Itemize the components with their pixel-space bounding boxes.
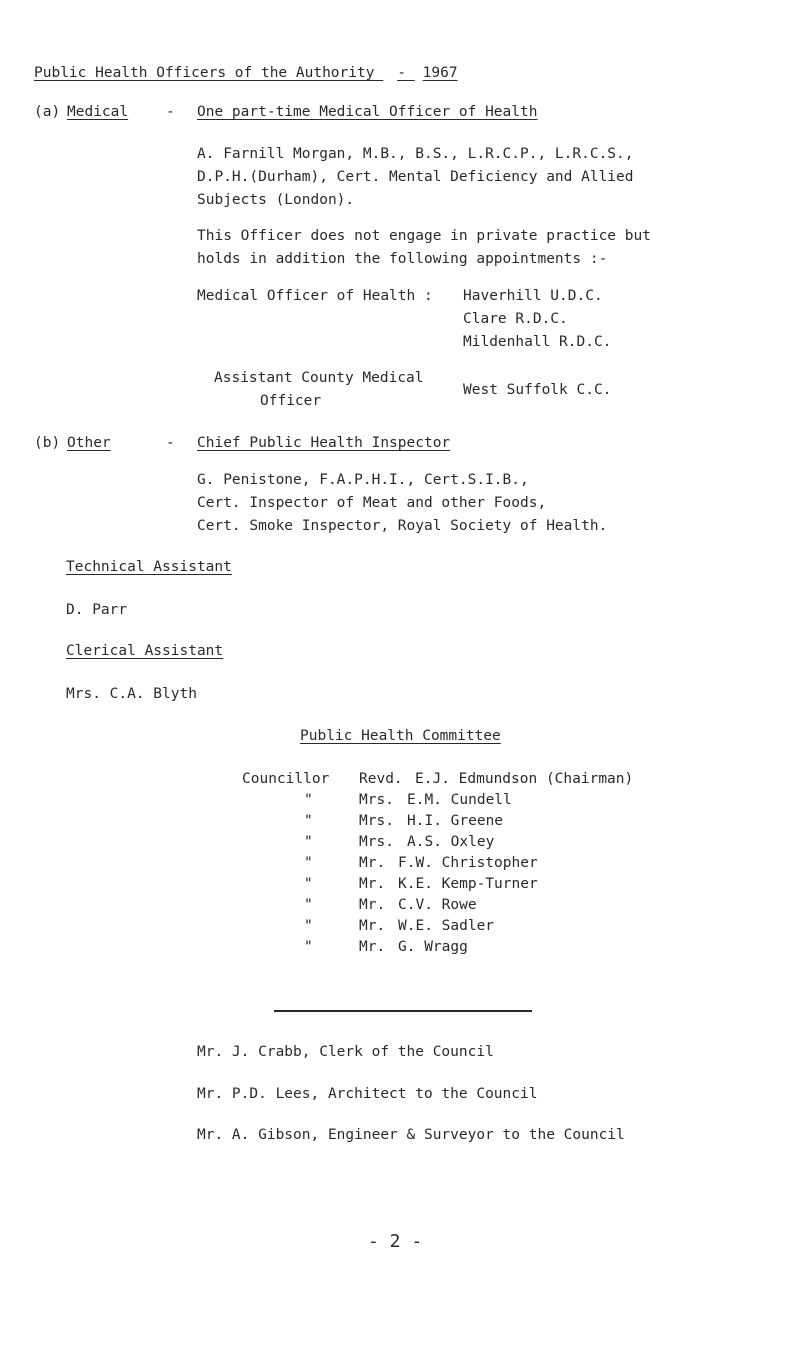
moh-note-line-2: holds in addition the following appointments :- [197,251,608,267]
ditto-mark: " [304,855,313,871]
section-a-label: (a) [34,104,61,120]
technical-assistant-heading: Technical Assistant [66,559,232,575]
header-title: Public Health Officers of the Authority [34,65,375,81]
page-header [34,66,458,81]
cphi-qualifications-line-2: Cert. Inspector of Meat and other Foods, [197,495,547,511]
acmo-label-line-2: Officer [260,393,322,409]
member-title: Mrs. [359,834,394,850]
clerical-assistant-name: Mrs. C.A. Blyth [66,686,197,702]
section-b-heading: Chief Public Health Inspector [197,435,451,451]
member-name: E.J. Edmundson (Chairman) [415,771,634,787]
ditto-mark: " [304,813,313,829]
ditto-mark: " [304,918,313,934]
page-number: - 2 - [368,1231,423,1252]
ditto-mark: " [304,792,313,808]
official-engineer: Mr. A. Gibson, Engineer & Surveyor to the Council [197,1127,625,1143]
moh-place-haverhill: Haverhill U.D.C. [463,288,603,304]
moh-appointment-label: Medical Officer of Health : [197,288,433,304]
member-title: Mrs. [359,813,394,829]
member-title: Mr. [359,876,386,892]
official-clerk: Mr. J. Crabb, Clerk of the Council [197,1044,494,1060]
clerical-assistant-heading: Clerical Assistant [66,643,224,659]
separator-rule [274,1010,532,1012]
ditto-mark: " [304,876,313,892]
cphi-qualifications-line-1: G. Penistone, F.A.P.H.I., Cert.S.I.B., [197,472,529,488]
header-dash: - [397,65,406,81]
section-b-category: Other [67,435,111,451]
councillor-prefix: Councillor [242,771,330,787]
member-name: C.V. Rowe [398,897,477,913]
header-year: 1967 [422,65,458,81]
moh-place-mildenhall: Mildenhall R.D.C. [463,334,612,350]
member-title: Revd. [359,771,403,787]
section-a-category: Medical [67,104,129,120]
member-title: Mr. [359,918,386,934]
member-title: Mrs. [359,792,394,808]
member-name: K.E. Kemp-Turner [398,876,538,892]
ditto-mark: " [304,939,313,955]
section-b-label: (b) [34,435,61,451]
member-name: A.S. Oxley [407,834,495,850]
official-architect: Mr. P.D. Lees, Architect to the Council [197,1086,538,1102]
moh-place-clare: Clare R.D.C. [463,311,568,327]
technical-assistant-name: D. Parr [66,602,128,618]
section-a-dash: - [166,104,175,120]
moh-qualifications-line-2: D.P.H.(Durham), Cert. Mental Deficiency and Allied [197,169,634,185]
committee-heading: Public Health Committee [300,728,501,744]
moh-qualifications-line-1: A. Farnill Morgan, M.B., B.S., L.R.C.P., L.R.C.S., [197,146,634,162]
acmo-place: West Suffolk C.C. [463,382,612,398]
member-title: Mr. [359,855,386,871]
member-name: W.E. Sadler [398,918,495,934]
member-name: H.I. Greene [407,813,504,829]
acmo-label-line-1: Assistant County Medical [214,370,424,386]
member-title: Mr. [359,939,386,955]
section-b-dash: - [166,435,175,451]
committee-member-row [242,771,634,787]
ditto-mark: " [304,897,313,913]
member-name: F.W. Christopher [398,855,538,871]
member-name: E.M. Cundell [407,792,512,808]
member-name: G. Wragg [398,939,468,955]
moh-note-line-1: This Officer does not engage in private practice but [197,228,651,244]
ditto-mark: " [304,834,313,850]
section-a-heading: One part-time Medical Officer of Health [197,104,538,120]
member-title: Mr. [359,897,386,913]
cphi-qualifications-line-3: Cert. Smoke Inspector, Royal Society of Health. [197,518,608,534]
moh-qualifications-line-3: Subjects (London). [197,192,355,208]
